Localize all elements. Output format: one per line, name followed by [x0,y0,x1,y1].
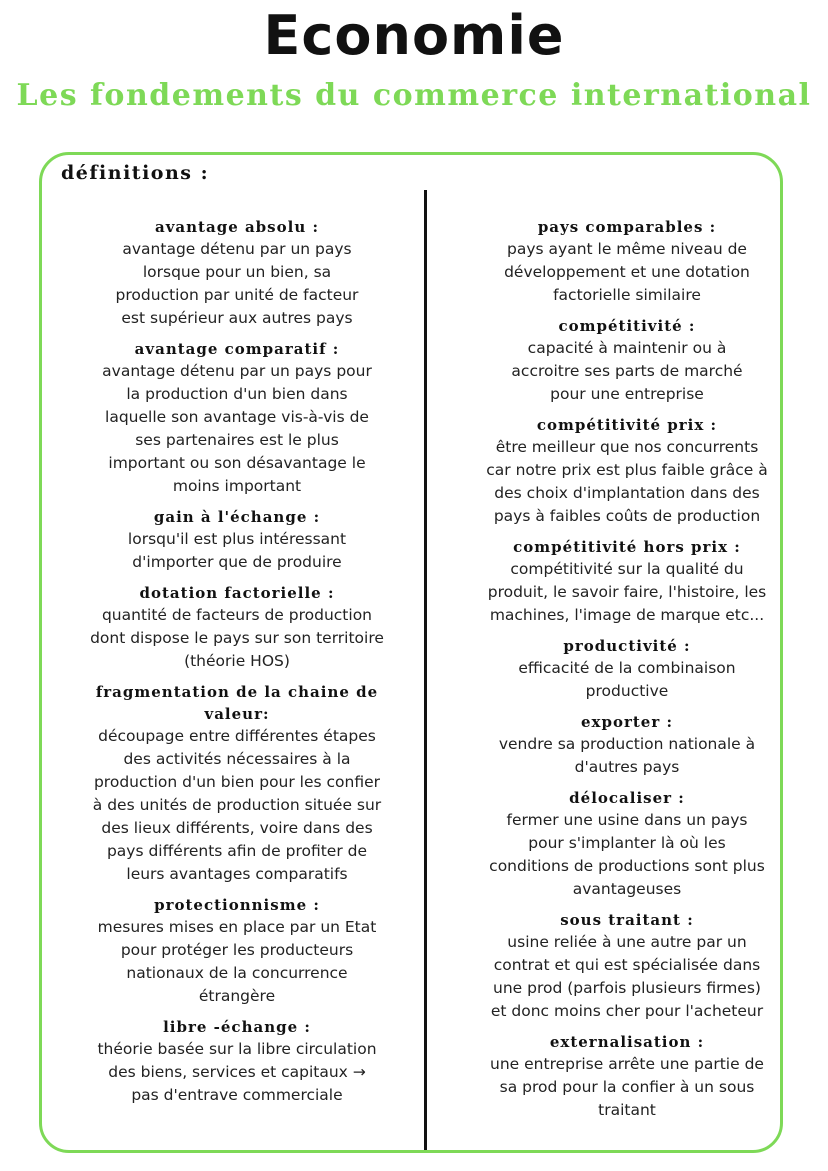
term-competitivite: compétitivité : [558,317,696,335]
term-exporter: exporter : [580,713,674,731]
definition-entry [452,635,802,703]
definition-text: théorie basée sur la libre circulation des biens, services et capitaux → pas d'entrave commerciale [97,1040,377,1104]
definition-entry [72,216,402,330]
term-avantage-comparatif: avantage comparatif : [134,340,340,358]
page-title: Economie [263,4,565,67]
column-divider [424,190,427,1150]
definition-entry [452,536,802,627]
term-competitivite-prix: compétitivité prix : [536,416,718,434]
term-externalisation: externalisation : [549,1033,705,1051]
definition-text: fermer une usine dans un pays pour s'implanter là où les conditions de productions sont plus avantageuses [489,811,765,898]
term-avantage-absolu: avantage absolu : [155,218,319,236]
right-column [452,216,802,1130]
definition-text: mesures mises en place par un Etat pour protéger les producteurs nationaux de la concurrence étrangère [97,918,377,1005]
definition-text: une entreprise arrête une partie de sa prod pour la confier à un sous traitant [490,1055,764,1119]
term-protectionnisme: protectionnisme : [154,896,320,914]
term-delocaliser: délocaliser : [569,789,685,807]
section-label: définitions : [61,162,210,184]
definition-entry [72,894,402,1008]
definition-text: efficacité de la combinaison productive [518,659,736,700]
definition-text: avantage détenu par un pays lorsque pour un bien, sa production par unité de facteur est supérieur aux autres pays [115,240,359,327]
term-libre-echange: libre -échange : [163,1018,311,1036]
definition-entry [452,216,802,307]
definition-text: capacité à maintenir ou à accroitre ses parts de marché pour une entreprise [511,339,743,403]
term-fragmentation: fragmentation de la chaine de valeur: [95,683,379,723]
definition-text: découpage entre différentes étapes des activités nécessaires à la production d'un bien pour les confier à des unités de production située sur des lieux différents, voire dans des pays différents afin de profiter de leurs avantages comparatifs [92,727,382,883]
definition-text: usine reliée à une autre par un contrat et qui est spécialisée dans une prod (parfois plusieurs firmes) et donc moins cher pour l'acheteur [490,933,764,1020]
definition-text: lorsqu'il est plus intéressant d'importer que de produire [127,530,347,571]
term-gain-echange: gain à l'échange : [153,508,321,526]
definition-entry [72,1016,402,1107]
definition-entry [72,582,402,673]
definition-entry [452,909,802,1023]
definition-entry [72,681,402,886]
definition-entry [452,787,802,901]
definition-text: pays ayant le même niveau de développement et une dotation factorielle similaire [504,240,750,304]
definition-text: vendre sa production nationale à d'autres pays [498,735,756,776]
definition-text: quantité de facteurs de production dont dispose le pays sur son territoire (théorie HOS) [90,606,384,670]
definition-text: être meilleur que nos concurrents car notre prix est plus faible grâce à des choix d'implantation dans des pays à faibles coûts de production [486,438,768,525]
definition-text: avantage détenu par un pays pour la production d'un bien dans laquelle son avantage vis-à-vis de ses partenaires est le plus important ou son désavantage le moins important [102,362,372,495]
term-productivite: productivité : [563,637,691,655]
definition-entry [452,414,802,528]
definition-entry [452,711,802,779]
term-sous-traitant: sous traitant : [560,911,694,929]
term-dotation-factorielle: dotation factorielle : [139,584,335,602]
definition-entry [452,315,802,406]
term-competitivite-hors-prix: compétitivité hors prix : [513,538,741,556]
definition-text: compétitivité sur la qualité du produit, le savoir faire, l'histoire, les machines, l'image de marque etc... [487,560,767,624]
left-column [72,216,402,1115]
definition-entry [452,1031,802,1122]
term-pays-comparables: pays comparables : [537,218,717,236]
definition-entry [72,506,402,574]
page-subtitle: Les fondements du commerce international [16,78,812,113]
definition-entry [72,338,402,498]
